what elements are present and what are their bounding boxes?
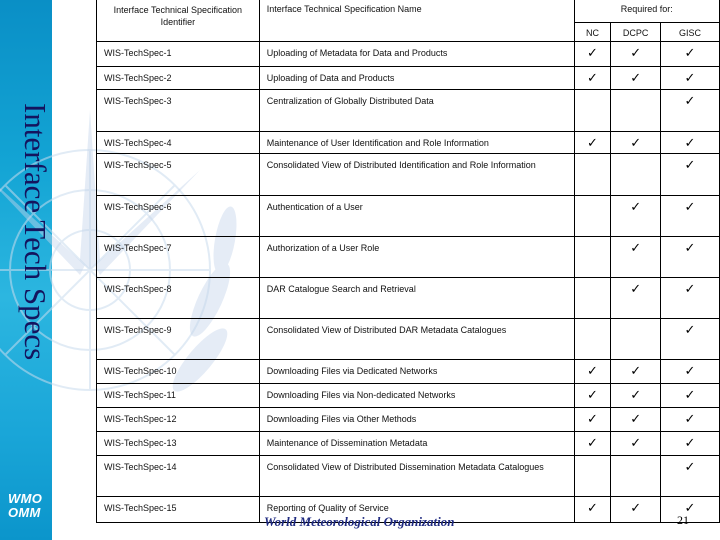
gisc-cell — [661, 360, 720, 384]
spec-id-cell — [97, 456, 260, 497]
table-row — [97, 432, 720, 456]
spec-id-cell-text: WIS-TechSpec-6 — [104, 202, 172, 212]
nc-cell — [574, 278, 611, 319]
table-row — [97, 319, 720, 360]
spec-id-cell — [97, 384, 260, 408]
spec-name-cell-text: Authentication of a User — [266, 202, 363, 212]
header-identifier: Interface Technical Specification Identifier — [97, 0, 260, 42]
nc-cell — [574, 384, 611, 408]
spec-id-cell — [97, 319, 260, 360]
spec-name-cell-text: Maintenance of User Identification and Role Information — [266, 138, 489, 148]
dcpc-cell — [611, 154, 661, 196]
checkmark-icon: ✓ — [684, 199, 696, 214]
header-nc: NC — [574, 22, 611, 41]
spec-name-cell — [259, 154, 574, 196]
checkmark-icon: ✓ — [630, 435, 642, 450]
nc-cell — [574, 90, 611, 132]
checkmark-icon: ✓ — [684, 387, 696, 402]
checkmark-icon: ✓ — [630, 199, 642, 214]
table-row — [97, 456, 720, 497]
nc-cell — [574, 360, 611, 384]
checkmark-icon: ✓ — [587, 411, 598, 426]
spec-name-cell-text: Uploading of Data and Products — [266, 73, 395, 83]
gisc-cell — [661, 90, 720, 132]
checkmark-icon: ✓ — [630, 45, 642, 60]
nc-cell — [574, 497, 611, 523]
checkmark-icon: ✓ — [684, 322, 696, 337]
gisc-cell — [661, 497, 720, 523]
nc-cell — [574, 196, 611, 237]
checkmark-icon: ✓ — [587, 45, 598, 60]
checkmark-icon: ✓ — [587, 363, 598, 378]
table-row — [97, 360, 720, 384]
spec-name-cell — [259, 196, 574, 237]
nc-cell — [574, 432, 611, 456]
dcpc-cell — [611, 67, 661, 90]
checkmark-icon: ✓ — [684, 411, 696, 426]
spec-id-cell-text: WIS-TechSpec-11 — [104, 390, 176, 400]
gisc-cell — [661, 154, 720, 196]
spec-name-cell — [259, 132, 574, 154]
spec-name-cell — [259, 456, 574, 497]
checkmark-icon: ✓ — [684, 363, 696, 378]
spec-name-cell — [259, 432, 574, 456]
spec-id-cell-text: WIS-TechSpec-15 — [104, 503, 177, 513]
dcpc-cell — [611, 42, 661, 67]
spec-id-cell — [97, 90, 260, 132]
spec-id-cell-text: WIS-TechSpec-8 — [104, 284, 172, 294]
dcpc-cell — [611, 90, 661, 132]
nc-cell — [574, 67, 611, 90]
checkmark-icon: ✓ — [684, 93, 696, 108]
footer-organization: World Meteorological Organization — [264, 514, 455, 529]
spec-id-cell — [97, 497, 260, 523]
spec-id-cell-text: WIS-TechSpec-12 — [104, 414, 177, 424]
spec-name-cell-text: Downloading Files via Dedicated Networks — [266, 366, 438, 376]
nc-cell — [574, 42, 611, 67]
gisc-cell — [661, 384, 720, 408]
checkmark-icon: ✓ — [684, 240, 696, 255]
spec-id-cell-text: WIS-TechSpec-2 — [104, 73, 172, 83]
spec-id-cell-text: WIS-TechSpec-13 — [104, 438, 177, 448]
table-row — [97, 237, 720, 278]
checkmark-icon: ✓ — [587, 500, 598, 515]
gisc-cell — [661, 319, 720, 360]
spec-name-cell — [259, 278, 574, 319]
gisc-cell — [661, 237, 720, 278]
spec-id-cell — [97, 154, 260, 196]
nc-cell — [574, 237, 611, 278]
spec-id-cell — [97, 360, 260, 384]
gisc-cell — [661, 432, 720, 456]
table-row — [97, 278, 720, 319]
spec-name-cell-text: Maintenance of Dissemination Metadata — [266, 438, 428, 448]
table-row — [97, 42, 720, 67]
gisc-cell — [661, 42, 720, 67]
gisc-cell — [661, 132, 720, 154]
nc-cell — [574, 456, 611, 497]
checkmark-icon: ✓ — [630, 411, 642, 426]
page-number: 21 — [677, 513, 689, 527]
spec-id-cell-text: WIS-TechSpec-7 — [104, 243, 172, 253]
table-row — [97, 196, 720, 237]
checkmark-icon: ✓ — [684, 500, 696, 515]
gisc-cell — [661, 456, 720, 497]
spec-name-cell-text: Downloading Files via Other Methods — [266, 414, 417, 424]
dcpc-cell — [611, 360, 661, 384]
spec-id-cell — [97, 67, 260, 90]
nc-cell — [574, 154, 611, 196]
spec-name-cell — [259, 408, 574, 432]
table-row — [97, 132, 720, 154]
checkmark-icon: ✓ — [630, 500, 642, 515]
dcpc-cell — [611, 408, 661, 432]
dcpc-cell — [611, 432, 661, 456]
dcpc-cell — [611, 319, 661, 360]
spec-name-cell-text: Consolidated View of Distributed DAR Metadata Catalogues — [266, 325, 507, 335]
gisc-cell — [661, 278, 720, 319]
dcpc-cell — [611, 196, 661, 237]
spec-id-cell-text: WIS-TechSpec-9 — [104, 325, 172, 335]
spec-name-cell-text: Reporting of Quality of Service — [266, 503, 389, 513]
spec-name-cell-text: Uploading of Metadata for Data and Products — [266, 48, 448, 58]
spec-id-cell-text: WIS-TechSpec-5 — [104, 160, 172, 170]
spec-id-cell — [97, 432, 260, 456]
spec-name-cell-text: DAR Catalogue Search and Retrieval — [266, 284, 416, 294]
header-name: Interface Technical Specification Name — [259, 0, 574, 42]
header-dcpc: DCPC — [611, 22, 661, 41]
spec-id-cell — [97, 42, 260, 67]
dcpc-cell — [611, 278, 661, 319]
checkmark-icon: ✓ — [684, 70, 696, 85]
slide-title: Interface Tech Specs — [18, 103, 53, 361]
spec-id-cell — [97, 408, 260, 432]
checkmark-icon: ✓ — [630, 135, 642, 150]
checkmark-icon: ✓ — [587, 70, 598, 85]
table-row — [97, 408, 720, 432]
spec-id-cell-text: WIS-TechSpec-4 — [104, 138, 172, 148]
logo-line-wmo: WMO — [8, 491, 43, 506]
spec-name-cell — [259, 360, 574, 384]
nc-cell — [574, 132, 611, 154]
spec-id-cell-text: WIS-TechSpec-1 — [104, 48, 172, 58]
logo-line-omm: OMM — [8, 505, 41, 520]
checkmark-icon: ✓ — [587, 387, 598, 402]
gisc-cell — [661, 196, 720, 237]
dcpc-cell — [611, 237, 661, 278]
header-required-for: Required for: — [574, 0, 719, 22]
checkmark-icon: ✓ — [587, 135, 598, 150]
spec-name-cell-text: Authorization of a User Role — [266, 243, 380, 253]
dcpc-cell — [611, 497, 661, 523]
checkmark-icon: ✓ — [630, 387, 642, 402]
checkmark-icon: ✓ — [630, 70, 642, 85]
nc-cell — [574, 408, 611, 432]
table-row — [97, 384, 720, 408]
wmo-logo — [8, 492, 42, 520]
spec-id-cell-text: WIS-TechSpec-3 — [104, 96, 172, 106]
checkmark-icon: ✓ — [684, 459, 696, 474]
checkmark-icon: ✓ — [587, 435, 598, 450]
tech-specs-table — [96, 0, 720, 523]
spec-name-cell — [259, 319, 574, 360]
gisc-cell — [661, 408, 720, 432]
checkmark-icon: ✓ — [630, 281, 642, 296]
spec-id-cell — [97, 237, 260, 278]
dcpc-cell — [611, 384, 661, 408]
spec-id-cell-text: WIS-TechSpec-10 — [104, 366, 177, 376]
dcpc-cell — [611, 132, 661, 154]
spec-name-cell — [259, 384, 574, 408]
checkmark-icon: ✓ — [684, 157, 696, 172]
gisc-cell — [661, 67, 720, 90]
spec-name-cell — [259, 67, 574, 90]
spec-name-cell-text: Consolidated View of Distributed Identification and Role Information — [266, 160, 536, 170]
header-row-top — [97, 0, 720, 22]
checkmark-icon: ✓ — [684, 45, 696, 60]
spec-name-cell — [259, 237, 574, 278]
table-row — [97, 90, 720, 132]
checkmark-icon: ✓ — [684, 135, 696, 150]
header-gisc: GISC — [661, 22, 720, 41]
checkmark-icon: ✓ — [630, 363, 642, 378]
table-body — [97, 42, 720, 523]
spec-name-cell — [259, 42, 574, 67]
spec-id-cell — [97, 278, 260, 319]
table-row — [97, 154, 720, 196]
table-row — [97, 67, 720, 90]
dcpc-cell — [611, 456, 661, 497]
spec-name-cell-text: Consolidated View of Distributed Dissemination Metadata Catalogues — [266, 462, 544, 472]
spec-name-cell — [259, 90, 574, 132]
spec-id-cell — [97, 196, 260, 237]
spec-id-cell — [97, 132, 260, 154]
checkmark-icon: ✓ — [630, 240, 642, 255]
spec-name-cell-text: Centralization of Globally Distributed Data — [266, 96, 434, 106]
checkmark-icon: ✓ — [684, 435, 696, 450]
spec-id-cell-text: WIS-TechSpec-14 — [104, 462, 177, 472]
nc-cell — [574, 319, 611, 360]
spec-name-cell-text: Downloading Files via Non-dedicated Networks — [266, 390, 456, 400]
checkmark-icon: ✓ — [684, 281, 696, 296]
